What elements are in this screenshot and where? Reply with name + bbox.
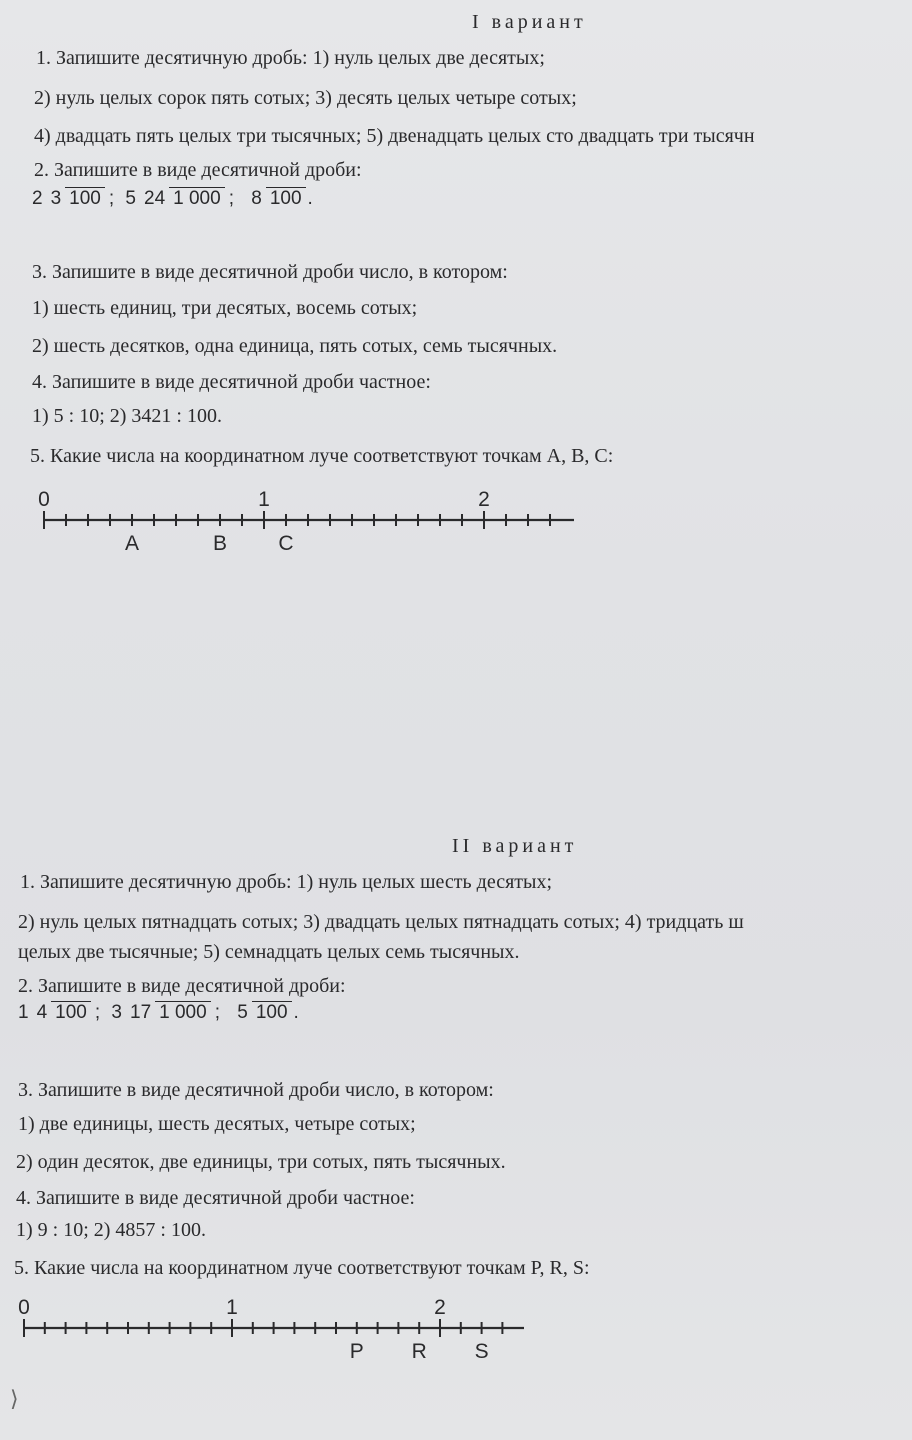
v1-task3-item1: 1) шесть единиц, три десятых, восемь сотых; <box>32 297 418 319</box>
v1-frac3-den: 100 <box>266 187 306 209</box>
v1-task2-fractions: 2 3 100 ; 5 24 1 000 ; 8 100 . <box>32 188 313 209</box>
v1-task1-line2: 2) нуль целых сорок пять сотых; 3) десять целых четыре сотых; <box>34 87 577 109</box>
v2-frac1-whole: 1 <box>18 1002 29 1023</box>
v2-frac3-num: 5 <box>237 1002 248 1023</box>
v2-point-r: R <box>411 1340 427 1363</box>
v2-point-p: P <box>349 1340 364 1363</box>
v1-task2-heading: 2. Запишите в виде десятичной дроби: <box>34 159 362 181</box>
v1-task5-heading: 5. Какие числа на координатном луче соответствуют точкам A, B, C: <box>30 445 614 467</box>
v1-point-c: C <box>278 532 294 555</box>
v1-frac1-den: 100 <box>65 187 105 209</box>
v2-task4-items: 1) 9 : 10; 2) 4857 : 100. <box>16 1219 206 1241</box>
v2-frac1-num: 4 <box>36 1002 48 1023</box>
v1-task3-item2: 2) шесть десятков, одна единица, пять сотых, семь тысячных. <box>32 335 558 357</box>
v1-point-b: B <box>212 532 228 555</box>
v1-frac2-num: 24 <box>144 188 166 209</box>
v2-task1-line2: 2) нуль целых пятнадцать сотых; 3) двадцать целых пятнадцать сотых; 4) тридцать ш <box>18 911 744 933</box>
v2-task5-heading: 5. Какие числа на координатном луче соответствуют точкам P, R, S: <box>14 1257 590 1279</box>
v1-ray-label-2: 2 <box>478 488 490 511</box>
v2-task2-fractions: 1 4 100 ; 3 17 1 000 ; 5 100 . <box>18 1002 299 1023</box>
pencil-mark: ⟩ <box>10 1386 19 1411</box>
v2-task3-heading: 3. Запишите в виде десятичной дроби число, в котором: <box>18 1079 494 1101</box>
v2-task3-item2: 2) один десяток, две единицы, три сотых, пять тысячных. <box>16 1151 506 1173</box>
v1-task3-heading: 3. Запишите в виде десятичной дроби число, в котором: <box>32 261 508 283</box>
v2-task4-heading: 4. Запишите в виде десятичной дроби частное: <box>16 1187 415 1209</box>
v1-frac1-num: 3 <box>50 188 62 209</box>
v1-ray-label-0: 0 <box>38 488 50 511</box>
v2-frac2-num: 17 <box>130 1002 152 1023</box>
v2-task3-item1: 1) две единицы, шесть десятых, четыре сотых; <box>18 1113 416 1135</box>
v1-ray-label-1: 1 <box>258 488 270 511</box>
v1-frac2-whole: 5 <box>125 188 136 209</box>
v2-frac2-whole: 3 <box>111 1002 122 1023</box>
v1-task1-line3: 4) двадцать пять целых три тысячных; 5) двенадцать целых сто двадцать три тысячн <box>34 125 755 147</box>
v1-task4-heading: 4. Запишите в виде десятичной дроби частное: <box>32 371 431 393</box>
v2-task1-line3: целых две тысячные; 5) семнадцать целых семь тысячных. <box>18 941 520 963</box>
v2-point-s: S <box>474 1340 489 1363</box>
v2-task1-line1: 1. Запишите десятичную дробь: 1) нуль целых шесть десятых; <box>20 871 553 893</box>
v1-point-a: A <box>124 532 140 555</box>
v2-frac2-den: 1 000 <box>155 1001 211 1023</box>
v2-coordinate-ray <box>0 1284 560 1374</box>
v2-frac3-den: 100 <box>252 1001 292 1023</box>
v1-task1-line1: 1. Запишите десятичную дробь: 1) нуль целых две десятых; <box>36 47 545 69</box>
variant-1-title: I вариант <box>472 11 587 33</box>
v2-ray-label-2: 2 <box>434 1296 446 1319</box>
v2-ray-label-1: 1 <box>226 1296 238 1319</box>
v1-frac1-whole: 2 <box>32 188 43 209</box>
v1-task4-items: 1) 5 : 10; 2) 3421 : 100. <box>32 405 222 427</box>
v1-frac2-den: 1 000 <box>169 187 225 209</box>
v1-coordinate-ray <box>0 470 600 560</box>
variant-2-title: II вариант <box>452 835 578 857</box>
v1-frac3-num: 8 <box>251 188 262 209</box>
v2-ray-label-0: 0 <box>18 1296 30 1319</box>
v2-task2-heading: 2. Запишите в виде десятичной дроби: <box>18 975 346 997</box>
v2-frac1-den: 100 <box>51 1001 91 1023</box>
